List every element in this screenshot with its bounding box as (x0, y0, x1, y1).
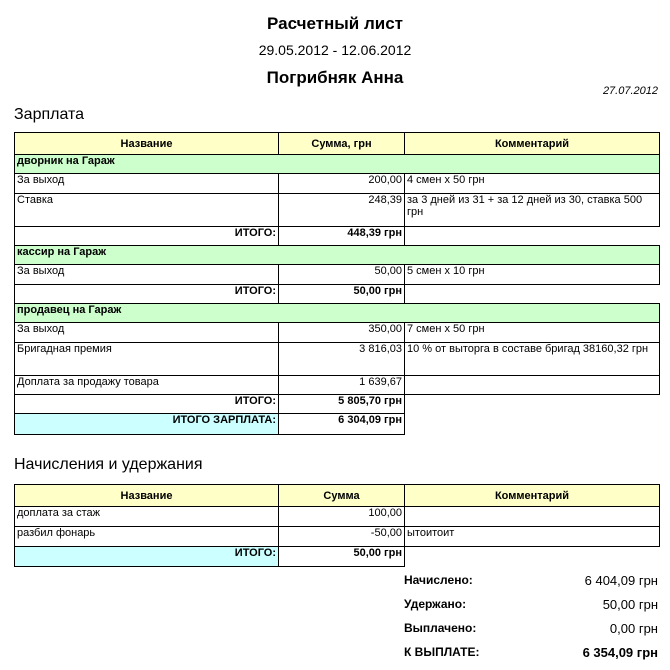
group-total-row (15, 227, 660, 246)
due-label: К ВЫПЛАТЕ: (404, 645, 480, 659)
group-name: дворник на Гараж (15, 155, 660, 174)
group-row (15, 246, 660, 265)
total-label: ИТОГО: (15, 547, 279, 567)
row-name: За выход (15, 174, 279, 194)
row-amount: 350,00 (279, 323, 405, 343)
group-row (15, 155, 660, 174)
table-row (15, 376, 660, 395)
row-amount: 200,00 (279, 174, 405, 194)
empty-cell (405, 285, 660, 304)
row-comment: 5 смен x 10 грн (405, 265, 660, 285)
row-amount: 100,00 (279, 507, 405, 527)
paid-value: 0,00 грн (609, 621, 658, 636)
paid-label: Выплачено: (404, 621, 477, 635)
column-header-name: Название (15, 485, 279, 507)
row-comment (405, 376, 660, 395)
adjustments-total-row (15, 547, 660, 567)
adjustments-section-title: Начисления и удержания (14, 456, 203, 473)
group-name: продавец на Гараж (15, 304, 660, 323)
withheld-row (404, 597, 658, 621)
accrued-row (404, 573, 658, 597)
empty-cell (405, 395, 660, 414)
payment-summary (404, 573, 658, 669)
column-header-comment: Комментарий (405, 485, 660, 507)
grand-total-value: 6 304,09 грн (279, 414, 405, 435)
total-value: 448,39 грн (279, 227, 405, 246)
group-total-row (15, 285, 660, 304)
grand-total-label: ИТОГО ЗАРПЛАТА: (15, 414, 279, 435)
page-title: Расчетный лист (267, 14, 403, 33)
row-amount: 50,00 (279, 265, 405, 285)
row-comment: 10 % от выторга в составе бригад 38160,32 грн (405, 343, 660, 376)
row-name: За выход (15, 265, 279, 285)
table-row (15, 265, 660, 285)
column-header-comment: Комментарий (405, 133, 660, 155)
total-value: 50,00 грн (279, 547, 405, 567)
group-total-row (15, 395, 660, 414)
row-comment: ытоитоит (405, 527, 660, 547)
paid-row (404, 621, 658, 645)
employee-name: Погрибняк Анна (266, 68, 404, 87)
adjustments-table (14, 484, 660, 567)
row-name: доплата за стаж (15, 507, 279, 527)
total-label: ИТОГО: (15, 285, 279, 304)
column-header-name: Название (15, 133, 279, 155)
table-row (15, 323, 660, 343)
accrued-value: 6 404,09 грн (584, 573, 658, 588)
due-row (404, 645, 658, 669)
group-row (15, 304, 660, 323)
table-row (15, 507, 660, 527)
column-header-amount: Сумма (279, 485, 405, 507)
group-name: кассир на Гараж (15, 246, 660, 265)
table-row (15, 174, 660, 194)
total-value: 50,00 грн (279, 285, 405, 304)
row-amount: 1 639,67 (279, 376, 405, 395)
row-comment (405, 507, 660, 527)
period-range: 29.05.2012 - 12.06.2012 (258, 42, 412, 58)
row-amount: 248,39 (279, 194, 405, 227)
accrued-label: Начислено: (404, 573, 473, 587)
empty-cell (405, 414, 660, 435)
total-label: ИТОГО: (15, 395, 279, 414)
salary-section-title: Зарплата (14, 106, 85, 123)
total-value: 5 805,70 грн (279, 395, 405, 414)
table-row (15, 527, 660, 547)
row-name: За выход (15, 323, 279, 343)
row-comment: 7 смен x 50 грн (405, 323, 660, 343)
row-amount: -50,00 (279, 527, 405, 547)
salary-table (14, 132, 660, 435)
due-value: 6 354,09 грн (582, 645, 658, 660)
salary-header-row (15, 133, 660, 155)
row-name: Бригадная премия (15, 343, 279, 376)
row-comment: за 3 дней из 31 + за 12 дней из 30, ставка 500 грн (405, 194, 660, 227)
withheld-label: Удержано: (404, 597, 467, 611)
empty-cell (405, 227, 660, 246)
table-row (15, 343, 660, 376)
row-name: Доплата за продажу товара (15, 376, 279, 395)
row-name: разбил фонарь (15, 527, 279, 547)
row-comment: 4 смен x 50 грн (405, 174, 660, 194)
table-row (15, 194, 660, 227)
row-amount: 3 816,03 (279, 343, 405, 376)
adjustments-header-row (15, 485, 660, 507)
withheld-value: 50,00 грн (602, 597, 658, 612)
grand-total-row (15, 414, 660, 435)
empty-cell (405, 547, 660, 567)
total-label: ИТОГО: (15, 227, 279, 246)
column-header-amount: Сумма, грн (279, 133, 405, 155)
row-name: Ставка (15, 194, 279, 227)
report-date: 27.07.2012 (602, 85, 658, 97)
